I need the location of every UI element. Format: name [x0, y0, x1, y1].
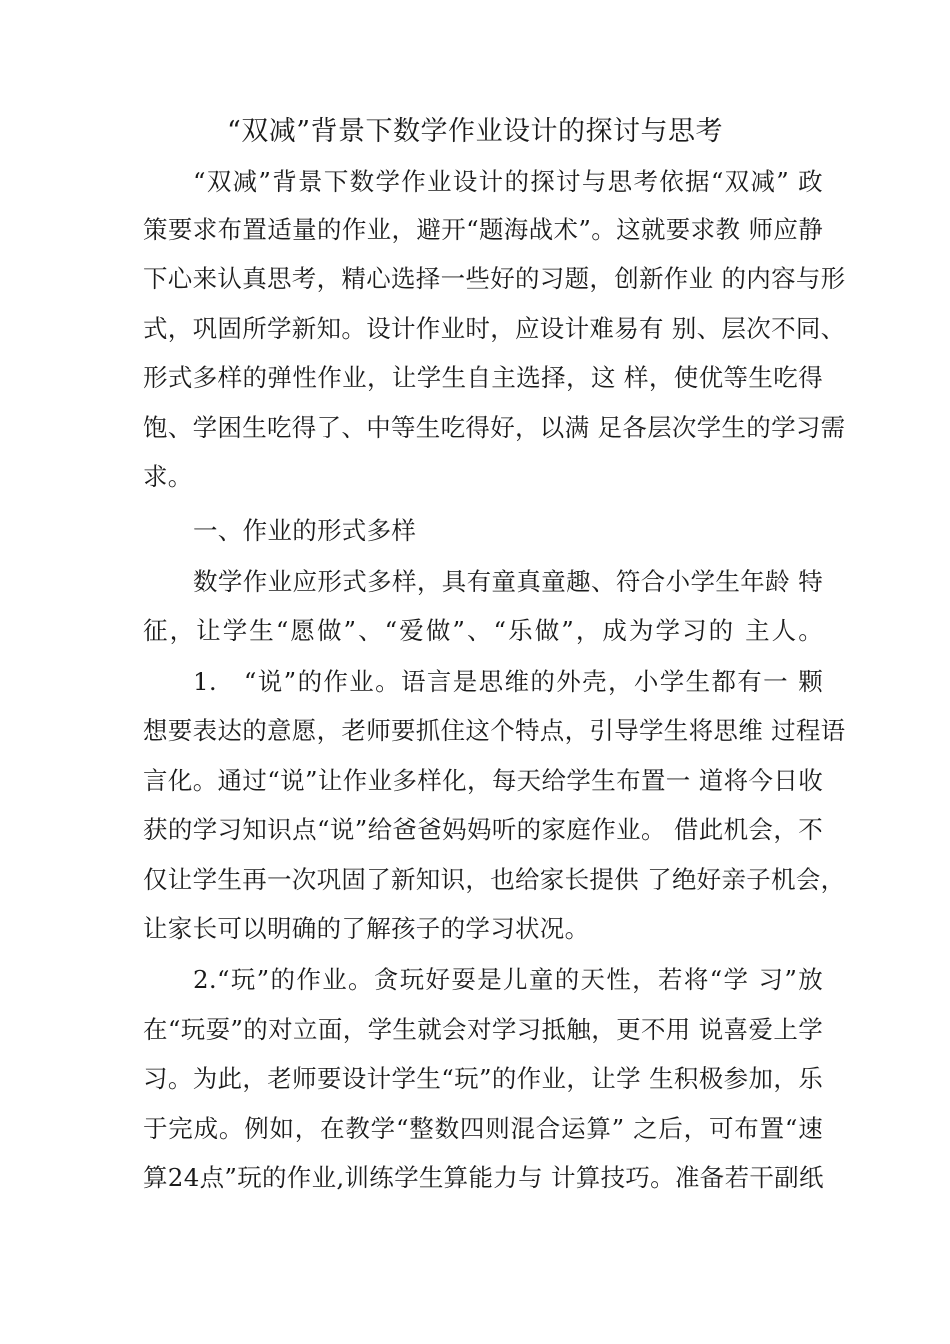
- paragraph-line: 算24点”玩的作业,训练学生算能力与 计算技巧。准备若干副纸: [143, 1163, 824, 1192]
- paragraph-line: 形式多样的弹性作业，让学生自主选择，这 样，使优等生吃得: [143, 363, 823, 392]
- paragraph-line: 获的学习知识点“说”给爸爸妈妈听的家庭作业。 借此机会，不: [143, 815, 823, 844]
- paragraph-line: 求。: [143, 462, 193, 491]
- paragraph-line: 2.“玩”的作业。贪玩好耍是儿童的天性，若将“学 习”放: [193, 965, 823, 994]
- paragraph-line: 征，让学生“愿做”、“爱做”、“乐做”，成为学习的 主人。: [143, 616, 823, 645]
- paragraph-line: “双减”背景下数学作业设计的探讨与思考依据“双减” 政: [193, 167, 823, 196]
- paragraph-line: 想要表达的意愿，老师要抓住这个特点，引导学生将思维 过程语: [143, 716, 846, 745]
- paragraph-line: 在“玩耍”的对立面，学生就会对学习抵触，更不用 说喜爱上学: [143, 1015, 823, 1044]
- paragraph-line: 策要求布置适量的作业，避开“题海战术”。这就要求教 师应静: [143, 215, 823, 244]
- section-heading: 一、作业的形式多样: [193, 516, 417, 545]
- paragraph-line: 让家长可以明确的了解孩子的学习状况。: [143, 914, 590, 943]
- paragraph-line: 1. “说”的作业。语言是思维的外壳，小学生都有一 颗: [193, 667, 823, 696]
- paragraph-line: 言化。通过“说”让作业多样化，每天给学生布置一 道将今日收: [143, 766, 823, 795]
- paragraph-line: 于完成。例如，在教学“整数四则混合运算” 之后，可布置“速: [143, 1114, 823, 1143]
- paragraph-line: 习。为此，老师要设计学生“玩”的作业，让学 生积极参加，乐: [143, 1064, 823, 1093]
- paragraph-line: 式，巩固所学新知。设计作业时，应设计难易有 别、层次不同、: [143, 314, 846, 343]
- paragraph-line: 数学作业应形式多样，具有童真童趣、符合小学生年龄 特: [193, 567, 823, 596]
- paragraph-line: 仅让学生再一次巩固了新知识，也给家长提供 了绝好亲子机会，: [143, 865, 846, 894]
- paragraph-line: 饱、学困生吃得了、中等生吃得好，以满 足各层次学生的学习需: [143, 413, 846, 442]
- paragraph-line: 下心来认真思考，精心选择一些好的习题，创新作业 的内容与形: [143, 264, 846, 293]
- document-title: “双减”背景下数学作业设计的探讨与思考: [226, 116, 724, 147]
